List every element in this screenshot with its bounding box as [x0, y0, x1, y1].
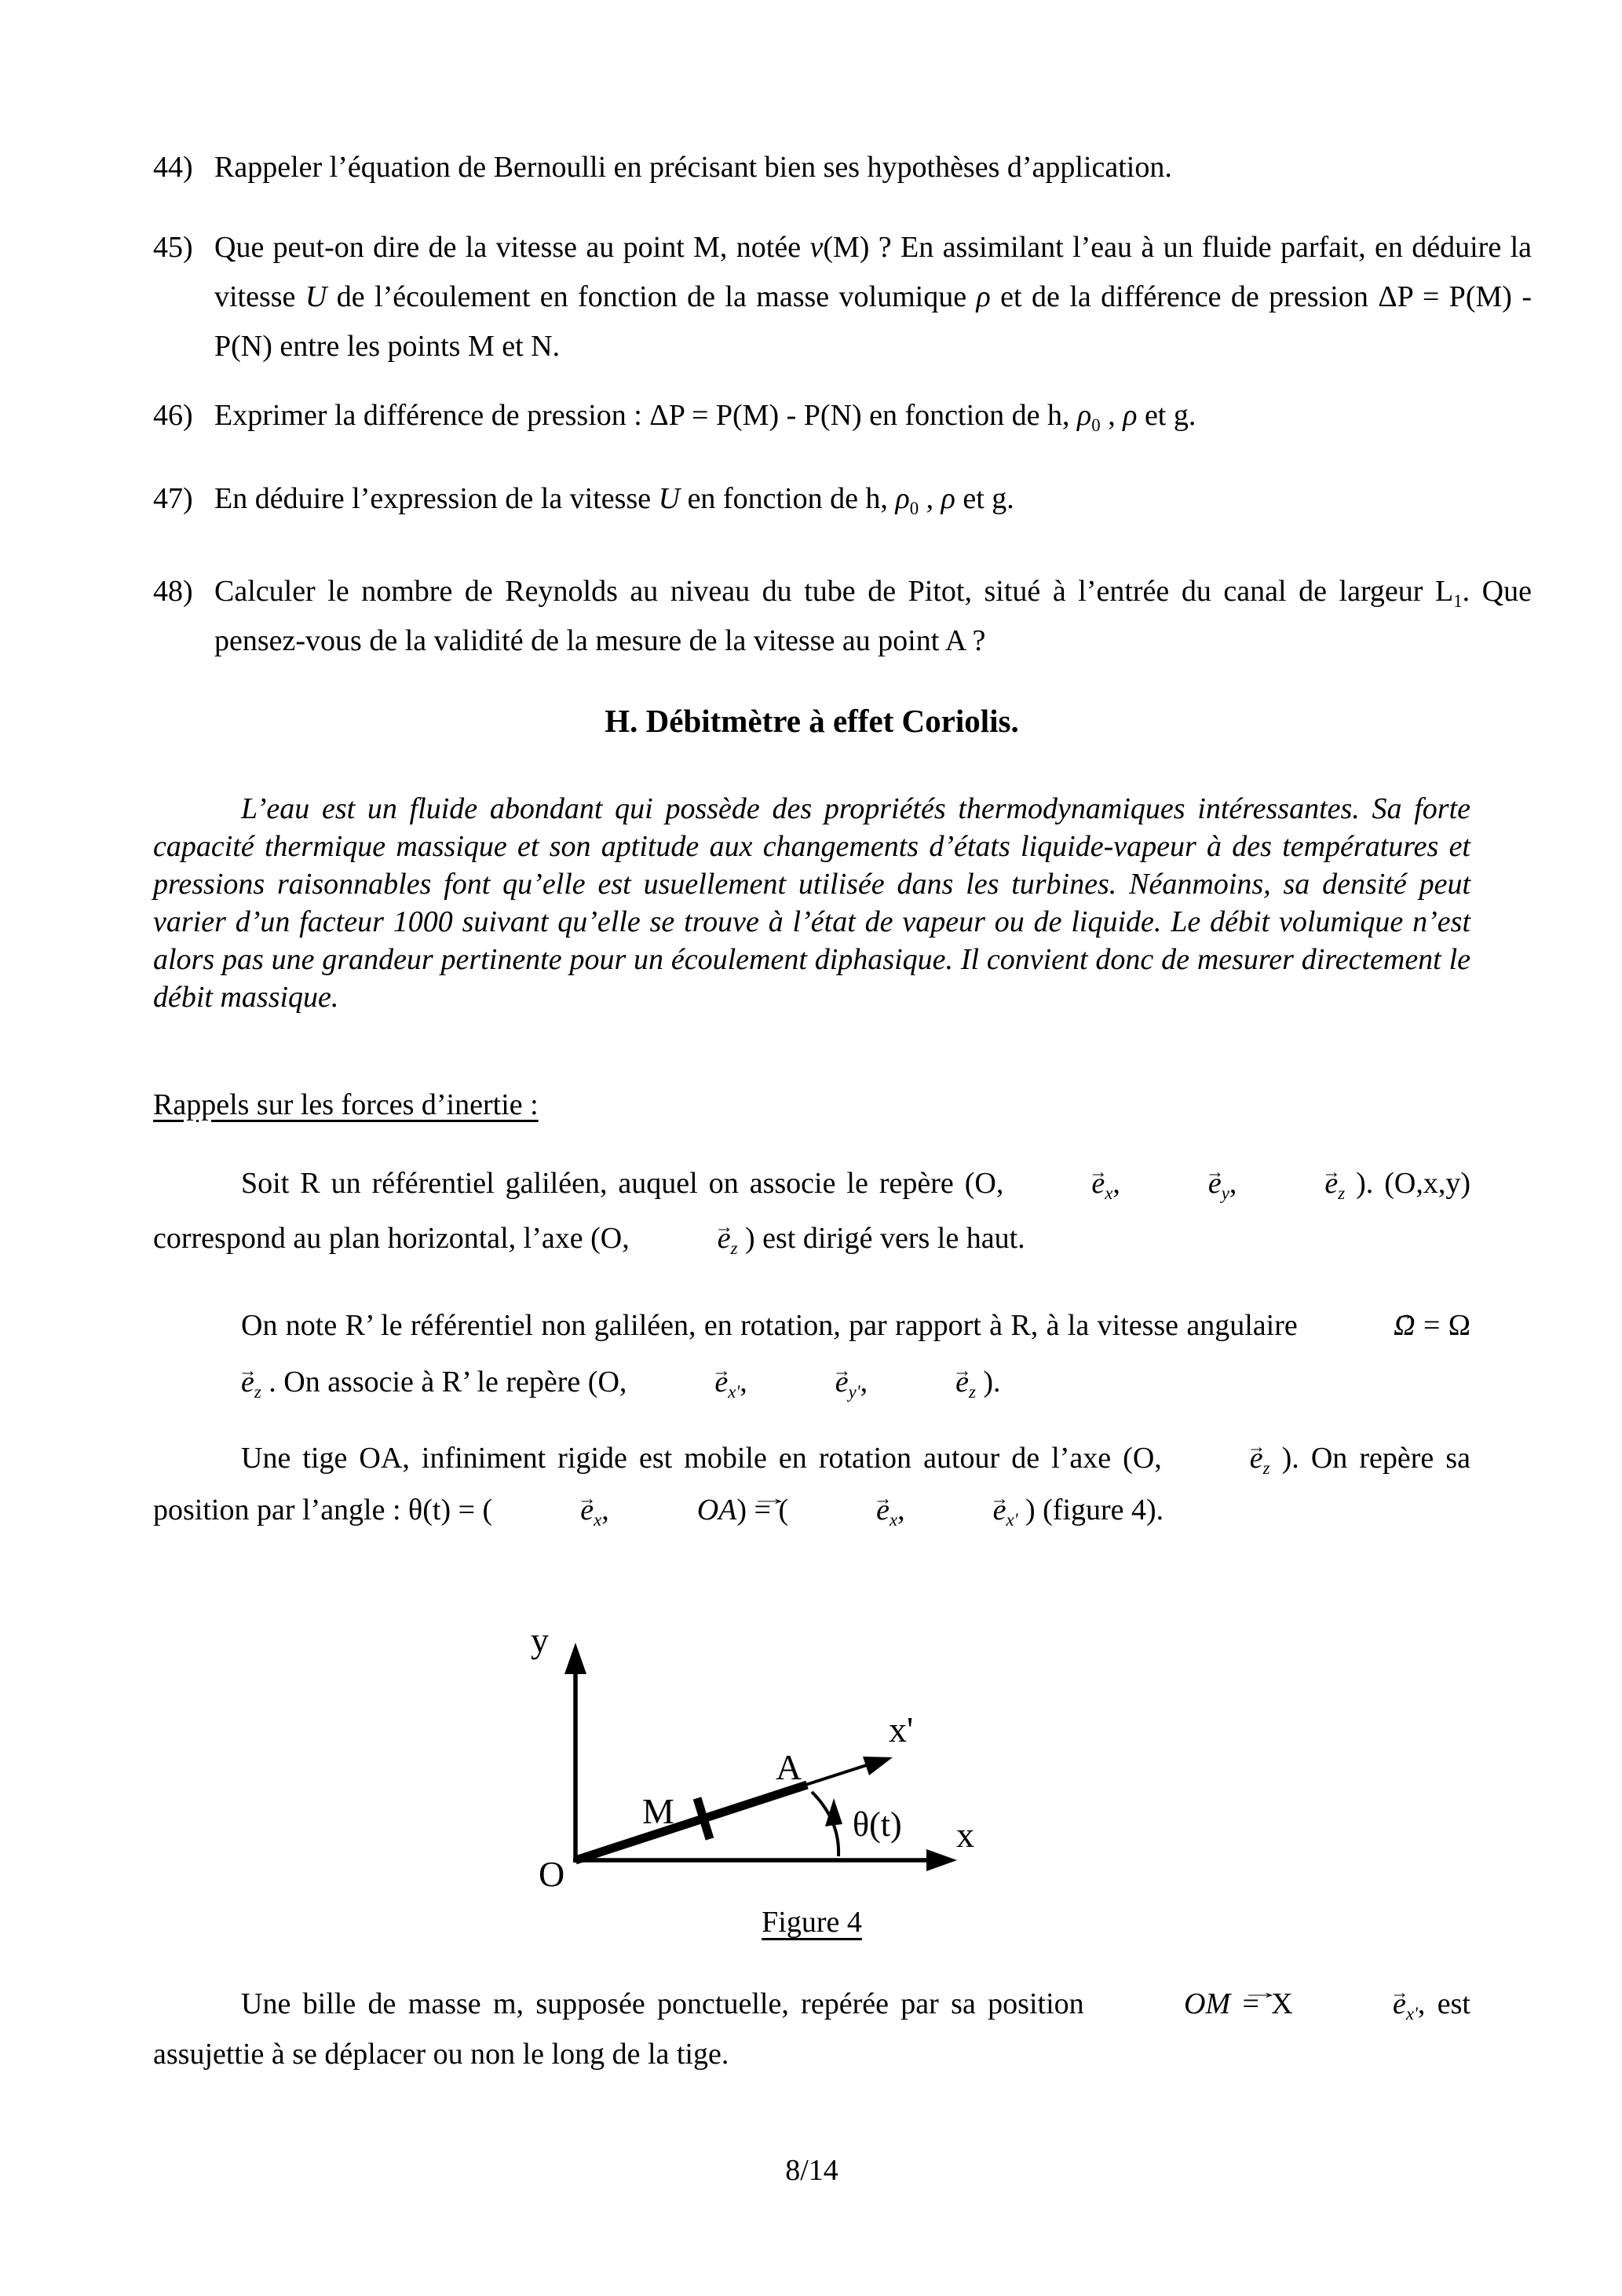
question-number: 46): [153, 399, 193, 432]
x-prime-axis: [803, 1763, 874, 1786]
subsection-heading: Rappels sur les forces d’inertie :: [153, 1088, 539, 1121]
question-45: [153, 223, 1532, 371]
question-number: 47): [153, 482, 193, 515]
question-46: [153, 391, 1532, 441]
question-text: Que peut-on dire de la vitesse au point M, notée v(M) ? En assimilant l’eau à un fluide parfait, en déduire la vitesse U de l’écoulement en fonction de la masse volumique ρ et de la différence de pression ΔP = P(M) - P(N) entre les points M et N.: [214, 231, 1532, 363]
figure-4-diagram: [485, 1607, 1003, 1899]
x-axis-label: x: [956, 1815, 974, 1855]
question-44: [153, 143, 1532, 192]
section-heading: H. Débitmètre à effet Coriolis.: [605, 703, 1019, 739]
question-text: Exprimer la différence de pression : ΔP = P(M) - P(N) en fonction de h, $\rho_0$ , ρ et g.: [214, 399, 1196, 435]
question-text: Rappeler l’équation de Bernoulli en précisant bien ses hypothèses d’application.: [214, 151, 1172, 184]
paragraph-tige-oa: Une tige OA, infiniment rigide est mobile en rotation autour de l’axe (O, → $e_z$ ). On repère sa position par l’angle : θ(t) = ( → $e_x$, → OA) = ( → $e_x$, → $e_{x'}$ ) (figure 4).: [153, 1432, 1470, 1536]
question-number: 45): [153, 231, 193, 264]
paragraph-referentiel-galileen: Soit R un référentiel galiléen, auquel on associe le repère (O, → $e_x$, → $e_y$, → $e_z$ ). (O,x,y) correspond au plan horizontal, l’axe (O, → $e_z$ ) est dirigé vers le haut.: [153, 1156, 1470, 1266]
figure-4: [485, 1607, 1003, 1907]
point-a-label: A: [776, 1747, 802, 1787]
paragraph-bille: Une bille de masse m, supposée ponctuelle, repérée par sa position → OM = $X \to e_{x'}$, est assujettie à se déplacer ou non le long de la tige.: [153, 1979, 1470, 2079]
question-number: 44): [153, 151, 193, 184]
question-text: En déduire l’expression de la vitesse U en fonction de h, $\rho_0$ , ρ et g.: [214, 482, 1014, 518]
y-axis-arrow-icon: [564, 1643, 586, 1674]
question-number: 48): [153, 575, 193, 608]
figure-caption: Figure 4: [762, 1906, 862, 1939]
x-prime-arrow-icon: [863, 1757, 893, 1775]
intro-paragraph: L’eau est un fluide abondant qui possède des propriétés thermodynamiques intéressantes. Sa forte capacité thermique massique et son aptitude aux changements d’états liquide-vapeur à des températures et pressions raisonnables font qu’elle est usuellement utilisée dans les turbines. Néanmoins, sa densité peut varier d’un facteur 1000 suivant qu’elle se trouve à l’état de vapeur ou de liquide. Le débit volumique n’est alors pas une grandeur pertinente pour un écoulement diphasique. Il convient donc de mesurer directement le débit massique.: [153, 792, 1470, 1014]
question-48: [153, 567, 1532, 666]
point-m-tick: [697, 1798, 710, 1839]
point-m-label: M: [642, 1791, 674, 1831]
question-47: [153, 474, 1532, 524]
paragraph-referentiel-rotation: On note R’ le référentiel non galiléen, en rotation, par rapport à R, à la vitesse angulaire → $\Omega = \Omega \to e_z$ . On associe à R’ le repère (O, → $e_{x'}$, → $e_{y'}$, → $e_z$ ).: [153, 1297, 1470, 1410]
question-text: Calculer le nombre de Reynolds au niveau du tube de Pitot, situé à l’entrée du canal de largeur $L_1$. Que pensez-vous de la validité de la mesure de la vitesse au point A ?: [214, 575, 1532, 657]
y-axis-label: y: [531, 1620, 549, 1660]
origin-label: O: [539, 1854, 565, 1894]
x-prime-label: x': [889, 1709, 914, 1749]
x-axis-arrow-icon: [926, 1849, 957, 1871]
angle-label: θ(t): [853, 1805, 902, 1844]
page-number: 8/14: [785, 2154, 838, 2187]
rod-oa: [575, 1785, 807, 1860]
